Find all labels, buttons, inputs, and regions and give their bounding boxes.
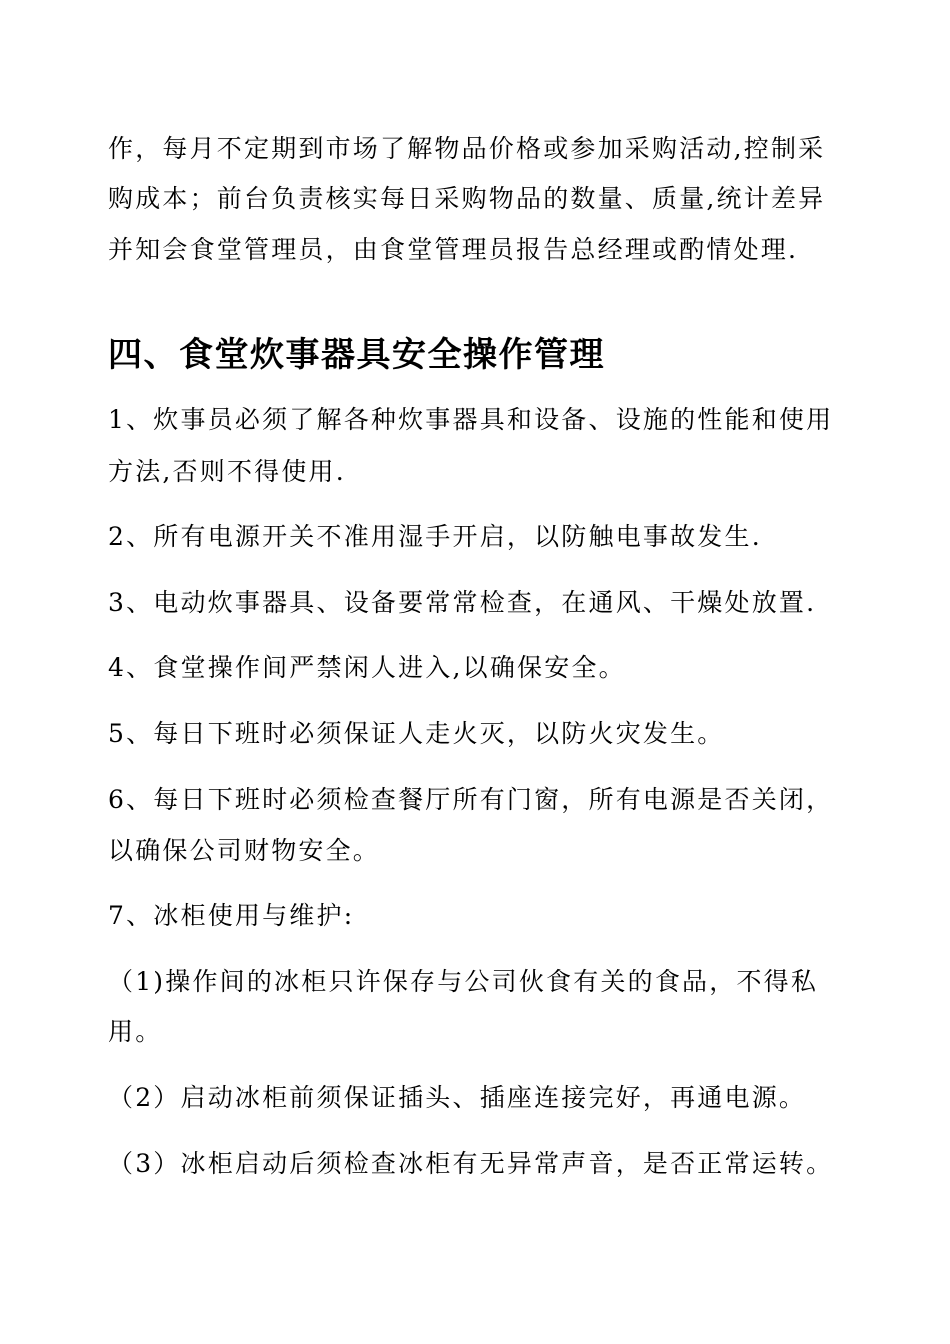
list-item-line: 1、炊事员必须了解各种炊事器具和设备、设施的性能和使用 <box>108 405 834 434</box>
list-item-line: 方法,否则不得使用. <box>108 457 346 486</box>
section-heading: 四、食堂炊事器具安全操作管理 <box>108 335 605 375</box>
list-item-line: 3、电动炊事器具、设备要常常检查，在通风、干燥处放置. <box>108 588 817 617</box>
list-item-line: 5、每日下班时必须保证人走火灭，以防火灾发生。 <box>108 719 725 748</box>
sub-list-item-line: （3）冰柜启动后须检查冰柜有无异常声音，是否正常运转。 <box>108 1149 834 1178</box>
intro-line: 并知会食堂管理员，由食堂管理员报告总经理或酌情处理. <box>108 235 799 264</box>
list-item-line: 2、所有电源开关不准用湿手开启，以防触电事故发生. <box>108 522 762 551</box>
intro-line: 作，每月不定期到市场了解物品价格或参加采购活动,控制采 <box>108 134 826 163</box>
sub-list-item-line: （2）启动冰柜前须保证插头、插座连接完好，再通电源。 <box>108 1083 807 1112</box>
sub-list-item-line: （1)操作间的冰柜只许保存与公司伙食有关的食品，不得私 <box>108 967 819 996</box>
list-item-line: 以确保公司财物安全。 <box>108 836 381 865</box>
list-item-line: 6、每日下班时必须检查餐厅所有门窗，所有电源是否关闭， <box>108 785 834 814</box>
intro-line: 购成本；前台负责核实每日采购物品的数量、质量,统计差异 <box>108 184 826 213</box>
list-item-line: 7、冰柜使用与维护: <box>108 901 355 930</box>
list-item-line: 4、食堂操作间严禁闲人进入,以确保安全。 <box>108 653 626 682</box>
sub-list-item-line: 用。 <box>108 1017 163 1046</box>
